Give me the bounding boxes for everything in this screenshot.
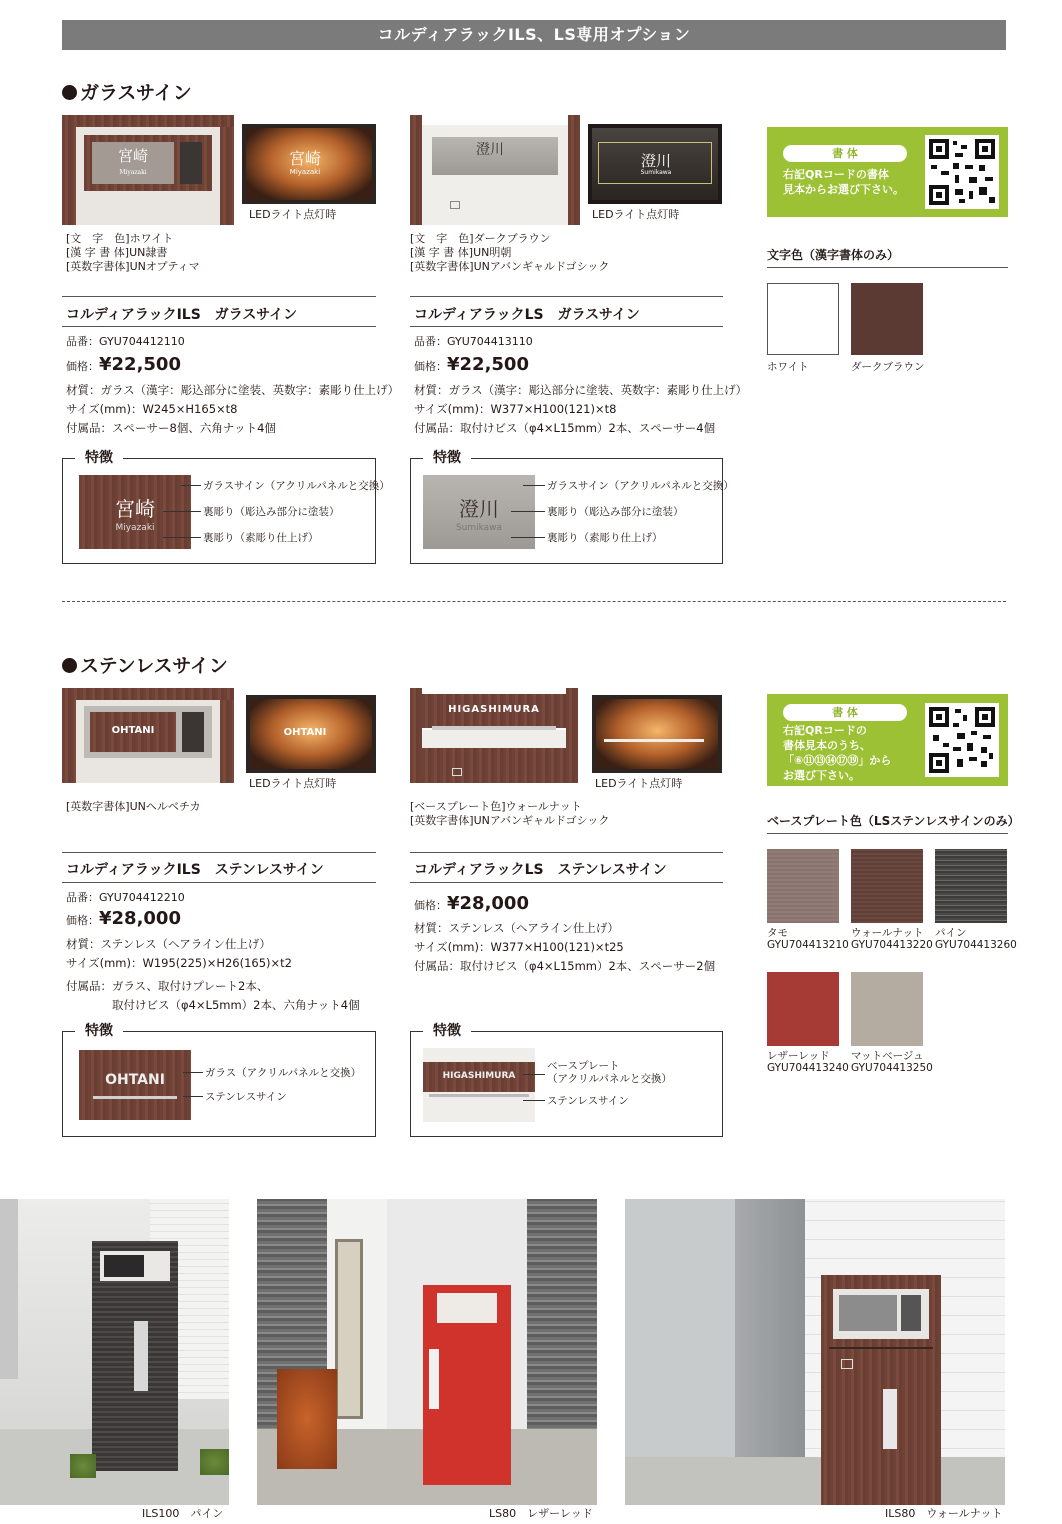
ils-stainless-name: コルディアラックILS ステンレスサイン [66,862,324,878]
photo-ls80-leather-red [257,1199,597,1505]
ils-stainless-code: 品番：GYU704412210 [66,891,185,904]
swatch-pine [935,849,1007,923]
ls-glass-price: 価格：¥22,500 [414,354,529,375]
stainless-qr-text: 右記QRコードの 書体見本のうち、 「⑥⑪⑬⑭⑰⑲」から お選び下さい。 [783,724,892,782]
divider [410,882,723,883]
font-tag: 書 体 [783,145,907,162]
swatch-walnut [851,849,923,923]
ils-stainless-led-image: OHTANI [246,695,376,773]
glass-section-title: ガラスサイン [62,78,192,105]
bullet-dot-icon [62,658,77,673]
callout-base-plate: ベースプレート （アクリルパネルと交換） [547,1060,672,1085]
feature-title: 特徴 [75,1020,123,1040]
ils-glass-plate: 宮崎 Miyazaki [92,142,174,184]
ils-glass-product-image [62,115,234,225]
ls-glass-product-image [410,115,580,225]
page-banner: コルディアラックILS、LS専用オプション [62,20,1006,50]
ls-glass-attrs: [文 字 色]ダークブラウン [漢 字 書 体]UN明朝 [英数字書体]UNアバンギャルドゴシック [410,232,610,273]
callout-back-carve-painted: 裏彫り（彫込み部分に塗装） [203,506,340,518]
swatch-tamo [767,849,839,923]
ils-glass-specs: 材質：ガラス（漢字：彫込部分に塗装、英数字：素彫り仕上げ） サイズ(mm)：W245×H165×t8 付属品：スペーサー8個、六角ナット4個 [66,383,400,435]
divider [62,882,376,883]
ls-stainless-feature-image: HIGASHIMURA [423,1048,535,1122]
ls-glass-feature-box [410,450,734,564]
callout-back-carve-plain: 裏彫り（素彫り仕上げ） [547,532,663,544]
ls-stainless-product-image: HIGASHIMURA [410,688,578,783]
ils-stainless-feature-image: OHTANI [79,1050,191,1120]
swatch-leather-red-label: レザーレッド GYU704413240 [767,1050,849,1074]
ls-glass-specs: 材質：ガラス（漢字：彫込部分に塗装、英数字：素彫り仕上げ） サイズ(mm)：W377×H100(121)×t8 付属品：取付けビス（φ4×L15mm）2本、スペーサー4個 [414,383,748,435]
ls-glass-feature-image: 澄川 Sumikawa [423,475,535,549]
callout-stainless-sign: ステンレスサイン [205,1091,287,1103]
ls-stainless-attrs: [ベースプレート色]ウォールナット [英数字書体]UNアバンギャルドゴシック [410,800,610,827]
divider [410,296,723,297]
ils-glass-feature-image: 宮崎 Miyazaki [79,475,191,549]
divider [62,852,376,853]
font-tag: 書 体 [783,704,907,721]
ils-glass-feature-box [62,450,390,564]
stainless-section-title: ステンレスサイン [62,651,228,678]
swatch-leather-red [767,972,839,1046]
divider [410,852,723,853]
callout-glass: ガラス（アクリルパネルと交換） [205,1067,362,1079]
swatch-white [767,283,839,355]
ils-stainless-product-image: OHTANI [62,688,234,783]
ls-stainless-feature-box [410,1023,723,1137]
photo-caption-ls80: LS80 レザーレッド [489,1507,593,1520]
ls-stainless-name: コルディアラックLS ステンレスサイン [414,862,667,878]
swatch-matte-beige-label: マットベージュ GYU704413250 [851,1050,933,1074]
divider [767,267,1008,268]
photo-caption-ils80: ILS80 ウォールナット [885,1507,1003,1520]
callout-back-carve-painted: 裏彫り（彫込み部分に塗装） [547,506,684,518]
swatch-matte-beige [851,972,923,1046]
ils-stainless-price: 価格：¥28,000 [66,908,181,929]
section-separator [62,601,1006,602]
divider [62,296,376,297]
qr-code-icon[interactable] [925,703,999,777]
ls-glass-code: 品番：GYU704413110 [414,335,533,348]
qr-code-icon[interactable] [925,135,999,209]
ls-glass-led-caption: LEDライト点灯時 [592,208,680,221]
ls-stainless-led-image [592,695,722,773]
feature-title: 特徴 [75,447,123,467]
ils-glass-code: 品番：GYU704412110 [66,335,185,348]
ils-stainless-led-caption: LEDライト点灯時 [249,777,337,790]
ls-stainless-specs: 材質：ステンレス（ヘアライン仕上げ） サイズ(mm)：W377×H100(121)×t25 付属品：取付けビス（φ4×L15mm）2本、スペーサー2個 [414,921,716,973]
ils-glass-led-image: 宮崎 Miyazaki [242,124,376,204]
intercom-icon [180,142,202,184]
feature-title: 特徴 [423,447,471,467]
base-plate-heading: ベースプレート色（LSステンレスサインのみ） [767,814,1020,828]
ls-stainless-price: 価格：¥28,000 [414,893,529,914]
ls-glass-plate: 澄川 [432,137,558,175]
swatch-darkbrown [851,283,923,355]
text-color-heading: 文字色（漢字書体のみ） [767,248,900,262]
swatch-walnut-label: ウォールナット GYU704413220 [851,927,933,951]
photo-ils80-walnut [625,1199,1005,1505]
callout-stainless-sign: ステンレスサイン [547,1095,629,1107]
ils-stainless-feature-box [62,1023,376,1137]
ils-glass-led-caption: LEDライト点灯時 [249,208,337,221]
ils-stainless-attrs: [英数字書体]UNヘルベチカ [66,800,201,813]
ils-glass-price: 価格：¥22,500 [66,354,181,375]
divider [62,326,376,327]
callout-glass-sign: ガラスサイン（アクリルパネルと交換） [547,480,734,492]
divider [767,833,1008,834]
photo-caption-ils100: ILS100 パイン [142,1507,224,1520]
callout-back-carve-plain: 裏彫り（素彫り仕上げ） [203,532,319,544]
mail-slot-icon [452,768,462,776]
ils-stainless-specs: 材質：ステンレス（ヘアライン仕上げ） サイズ(mm)：W195(225)×H26(165)×t2 付属品：ガラス、取付けプレート2本、 取付けビス（φ4×L5mm）2本、六角ナット4個 [66,937,360,1012]
swatch-pine-label: パイン GYU704413260 [935,927,1017,951]
glass-qr-box [767,127,1008,217]
divider [410,326,723,327]
glass-qr-text: 右記QRコードの書体 見本からお選び下さい。 [783,168,904,196]
ls-glass-led-image: 澄川 Sumikawa [588,124,722,204]
stainless-qr-box [767,694,1008,786]
mail-slot-icon [450,201,460,209]
ls-stainless-led-caption: LEDライト点灯時 [595,777,683,790]
swatch-tamo-label: タモ GYU704413210 [767,927,849,951]
callout-glass-sign: ガラスサイン（アクリルパネルと交換） [203,480,390,492]
ils-glass-name: コルディアラックILS ガラスサイン [66,307,298,323]
ls-glass-name: コルディアラックLS ガラスサイン [414,307,640,323]
swatch-darkbrown-label: ダークブラウン [851,361,925,373]
feature-title: 特徴 [423,1020,471,1040]
photo-ils100-pine [0,1199,229,1505]
intercom-icon [182,712,204,752]
bullet-dot-icon [62,85,77,100]
swatch-white-label: ホワイト [767,361,809,373]
ils-glass-attrs: [文 字 色]ホワイト [漢 字 書 体]UN隷書 [英数字書体]UNオプティマ [66,232,200,273]
